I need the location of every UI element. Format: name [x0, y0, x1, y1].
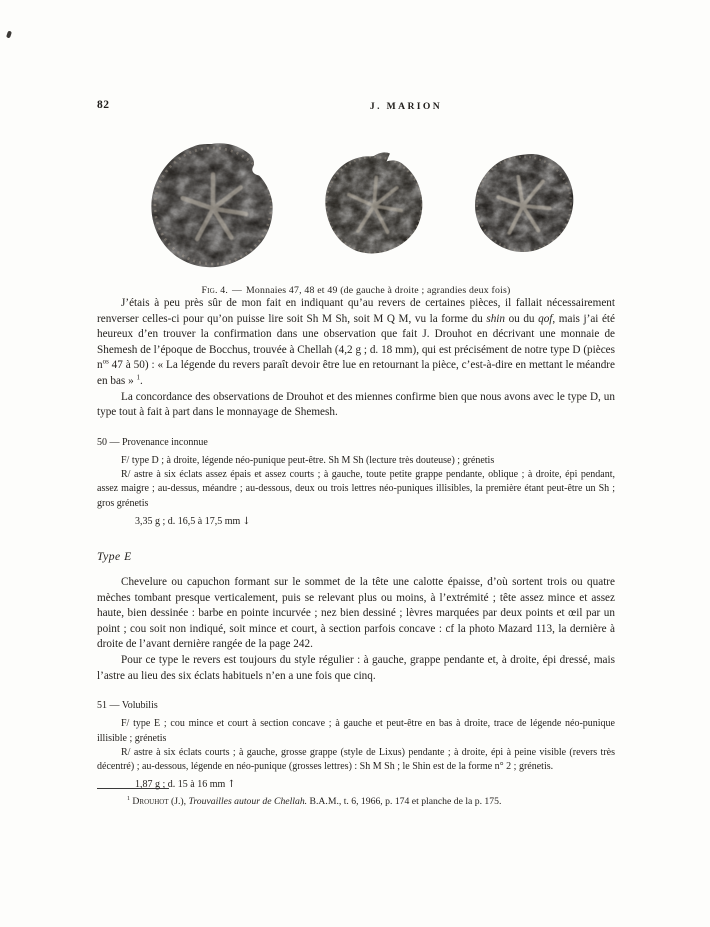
footnote-author: Drouhot [132, 796, 169, 807]
catalogue-entry-51 [97, 699, 615, 792]
entry-50-obverse: F/ type D ; à droite, légende néo-punique peut-être. Sh M Sh (lecture très douteuse) ; grénetis [121, 454, 495, 466]
footnote-number: 1 [127, 795, 130, 802]
figure-caption-label: Fig. 4. [201, 285, 229, 296]
metrics-text: 1,87 g ; d. 15 à 16 mm [135, 779, 226, 791]
text-run: J’étais à peu près sûr de mon fait en indiquant qu’au revers de certaines pièces, il fallait nécessairement renverser celles-ci pour qu’on puisse lire soit Sh M Sh, soit M Q M, vu la forme du [97, 297, 615, 325]
figure-coin-photos [113, 137, 615, 275]
footnote-block [97, 788, 615, 808]
body-text [97, 296, 615, 421]
figure-caption [97, 285, 615, 296]
footnote-rule [97, 788, 169, 789]
entry-51-heading: 51 — Volubilis [97, 700, 158, 712]
text-run: ou du [505, 312, 539, 325]
text-run: B.A.M., t. 6, 1966, p. 174 et planche de la p. 175. [307, 796, 502, 807]
coin-photo-48 [317, 147, 431, 265]
running-head: J. MARION [369, 101, 443, 112]
footnote-title-italic: Trouvailles autour de Chellah. [188, 796, 308, 807]
catalogue-entry-50 [97, 436, 615, 529]
footnote-1 [97, 795, 615, 808]
page-number: 82 [97, 99, 110, 111]
entry-50-metrics [97, 515, 615, 529]
type-e-paragraph-1: Chevelure ou capuchon formant sur le sommet de la tête une calotte épaisse, d’où sortent trois ou quatre mèches tombant presque verticalement, puis se relevant plus ou moins, à l’extrémité ; tête assez mince et assez haute, bien dessinée : barbe en pointe incurvée ; nez bien dessiné ; lèvres marquées par deux points et œil par un point ; cou soit non indiqué, soit mince et court, à section parfois concave : cf la photo Mazard 113, la dernière à droite de l’avant dernière rangée de la page 242. [97, 575, 615, 651]
type-e-heading: Type E [97, 549, 132, 563]
paragraph-2: La concordance des observations de Drouhot et des miennes confirme bien que nous avons avec le type D, un type tout à fait à part dans le monnayage de Shemesh. [97, 390, 615, 419]
type-e-paragraph-2: Pour ce type le revers est toujours du style régulier : à gauche, grappe pendante et, à droite, épi dressé, mais l’astre au lieu des six éclats habituels n’en a une fois que cinq. [97, 653, 615, 682]
text-run: 47 à 50) : « La légende du revers paraît devoir être lue en retournant la pièce, c’est-à-dire en mettant le méandre en bas » [97, 359, 615, 387]
coin-photo-47 [147, 139, 279, 273]
type-e-section [97, 550, 615, 684]
die-axis-arrow-up: ↑ [227, 779, 236, 791]
scan-artifact [6, 31, 12, 39]
text-run-italic: qof [538, 312, 553, 325]
text-run: (J.), [168, 796, 189, 807]
die-axis-arrow-down: ↓ [242, 515, 251, 527]
page-header [97, 99, 615, 113]
text-run-italic: shin [486, 312, 505, 325]
entry-51-obverse: F/ type E ; cou mince et court à section concave ; à gauche et peut-être en bas à droite, trace de légende néo-punique illisible ; grénetis [97, 718, 615, 744]
footnote-reference: 1 [136, 373, 140, 382]
figure-caption-text: Monnaies 47, 48 et 49 (de gauche à droite ; agrandies deux fois) [246, 285, 511, 296]
entry-50-reverse: R/ astre à six éclats assez épais et assez courts ; à gauche, toute petite grappe pendante, oblique ; à droite, épi pendant, assez maigre ; au-dessus, méandre ; au-dessous, deux ou trois lettres néo-puniques illisibles, la première étant peut-être un Sh ; gros grénetis [97, 469, 615, 509]
entry-51-reverse: R/ astre à six éclats courts ; à gauche, grosse grappe (style de Lixus) pendante ; à droite, épi à peine visible (revers très décentré) ; au-dessous, légende en néo-punique (grosses lettres) : Sh M Sh ; le Shin est de la forme n° 2 ; grénetis. [97, 746, 615, 772]
ordinal-superscript: os [102, 357, 109, 366]
entry-50-heading: 50 — Provenance inconnue [97, 436, 208, 448]
figure-caption-dash: — [232, 285, 243, 296]
text-run: , mais j’ai été heureux d’en trouver la confirmation dans une observation que fait J. Drouhot en décrivant une monnaie de Shemesh de l’époque de Bocchus, trouvée à Chellah (4,2 g ; d. 18 mm), qui est précisément de notre type D (pièces n [97, 312, 616, 372]
metrics-text: 3,35 g ; d. 16,5 à 17,5 mm [135, 515, 241, 527]
text-run: . [139, 374, 143, 387]
text-column [97, 0, 615, 792]
paragraph-1 [97, 296, 615, 390]
coin-photo-49 [469, 148, 581, 264]
